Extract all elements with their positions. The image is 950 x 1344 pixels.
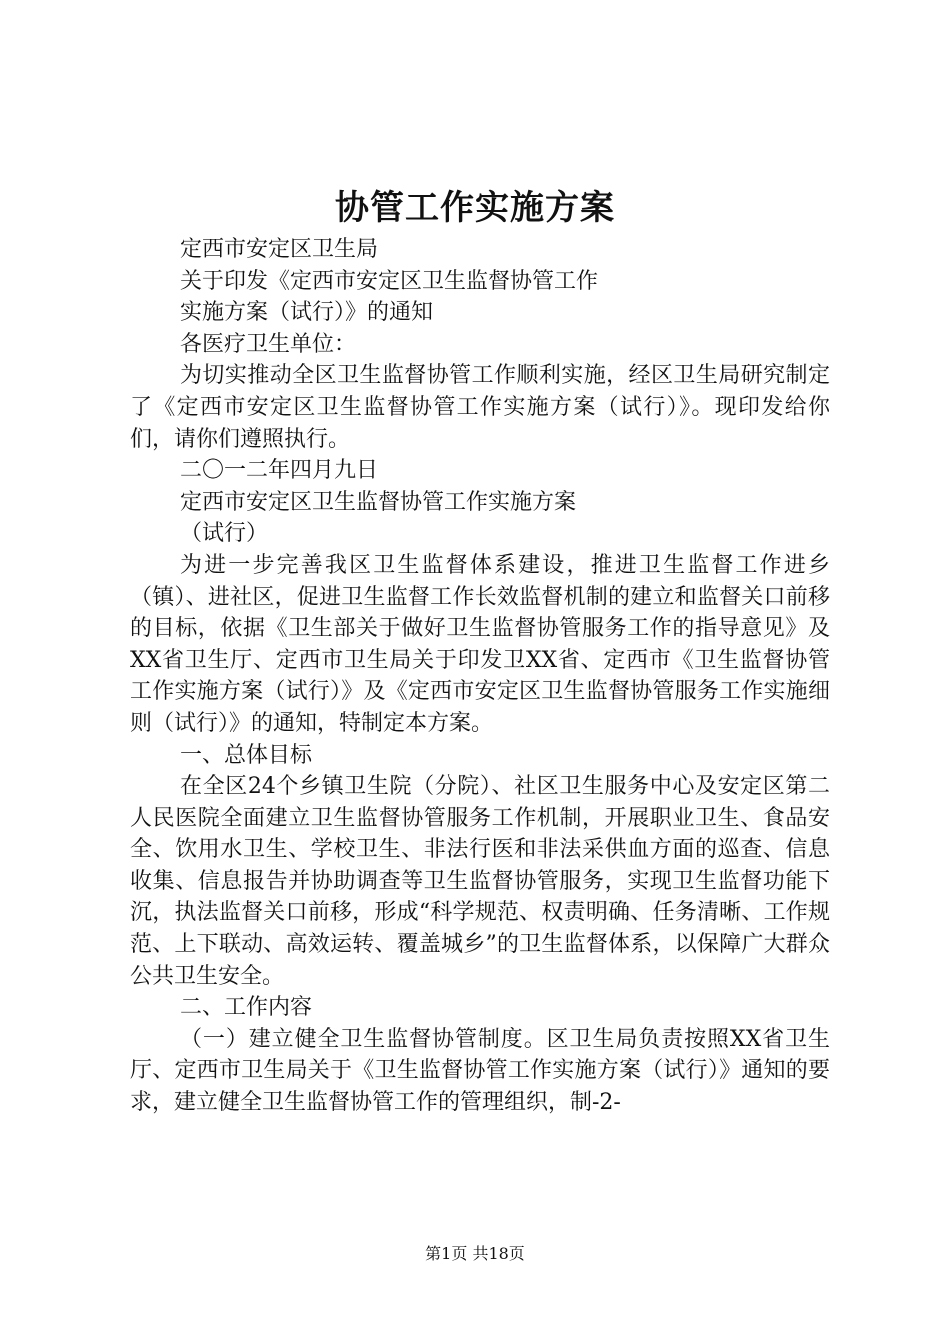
plan-subtitle: （试行）: [180, 521, 269, 547]
document-body: [130, 234, 830, 1119]
notice-title-line-1: 关于印发《定西市安定区卫生监督协管工作: [180, 268, 599, 294]
plan-title: 定西市安定区卫生监督协管工作实施方案: [180, 489, 577, 515]
notice-paragraph: 为切实推动全区卫生监督协管工作顺利实施，经区卫生局研究制定了《定西市安定区卫生监督协管工作实施方案（试行）》。现印发给你们，请你们遵照执行。: [130, 363, 830, 452]
notice-date: 二〇一二年四月九日: [180, 458, 379, 484]
page-number: 第1页 共18页: [425, 1244, 525, 1263]
issuer-line: 定西市安定区卫生局: [180, 237, 379, 262]
content-paragraph-1: （一）建立健全卫生监督协管制度。区卫生局负责按照XX省卫生厅、定西市卫生局关于《卫生监督协管工作实施方案（试行）》通知的要求，建立健全卫生监督协管工作的管理组织，制-2-: [130, 1026, 830, 1116]
section-heading-2: 二、工作内容: [180, 995, 313, 1021]
document-title: 协管工作实施方案: [335, 188, 615, 228]
notice-title-line-2: 实施方案（试行）》的通知: [180, 300, 434, 326]
intro-paragraph: 为进一步完善我区卫生监督体系建设，推进卫生监督工作进乡（镇）、进社区，促进卫生监督工作长效监督机制的建立和监督关口前移的目标，依据《卫生部关于做好卫生监督协管服务工作的指导意见》及XX省卫生厅、定西市卫生局关于印发卫XX省、定西市《卫生监督协管工作实施方案（试行）》及《定西市安定区卫生监督协管服务工作实施细则（试行）》的通知，特制定本方案。: [130, 552, 830, 736]
addressee: 各医疗卫生单位：: [180, 331, 357, 357]
goal-paragraph: 在全区24个乡镇卫生院（分院）、社区卫生服务中心及安定区第二人民医院全面建立卫生监督协管服务工作机制，开展职业卫生、食品安全、饮用水卫生、学校卫生、非法行医和非法采供血方面的巡查、信息收集、信息报告并协助调查等卫生监督协管服务，实现卫生监督功能下沉，执法监督关口前移，形成“科学规范、权责明确、任务清晰、工作规范、上下联动、高效运转、覆盖城乡”的卫生监督体系，以保障广大群众公共卫生安全。: [130, 774, 830, 989]
section-heading-1: 一、总体目标: [180, 742, 313, 768]
